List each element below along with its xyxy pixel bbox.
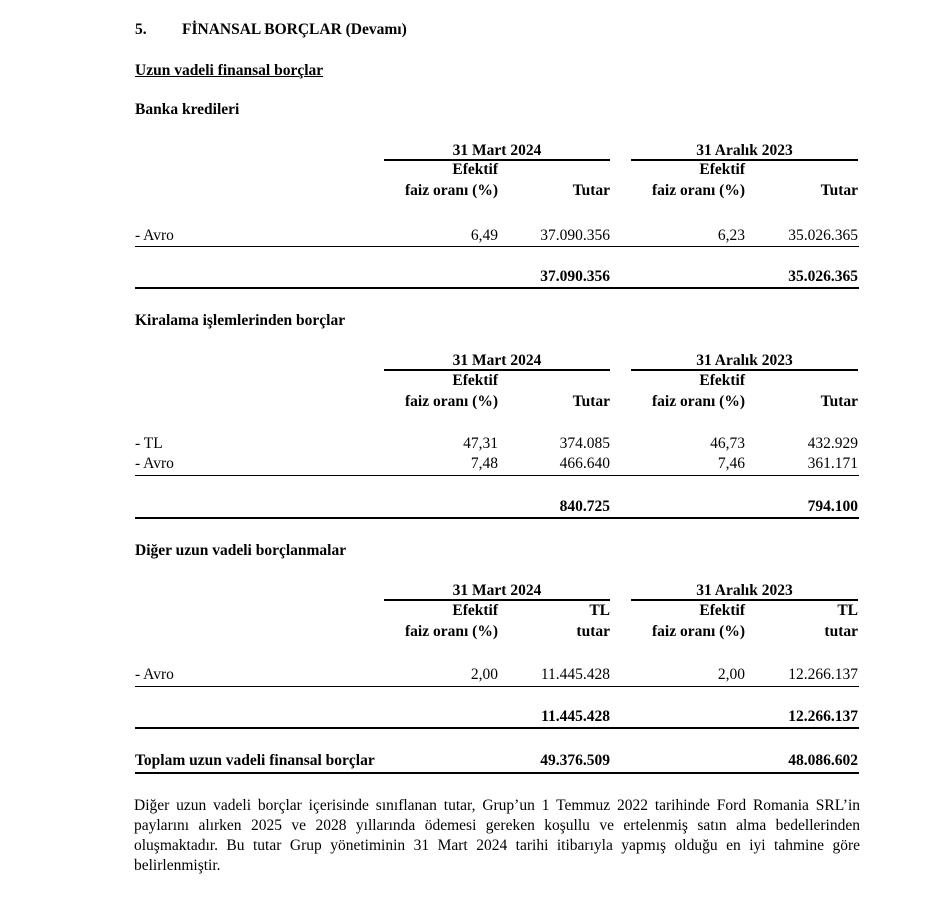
- lease-amount-header-a: Tutar: [572, 393, 610, 410]
- lease-rate-header-b-2: faiz oranı (%): [652, 393, 745, 410]
- row-amount-b: 12.266.137: [788, 666, 858, 683]
- lease-title: Kiralama işlemlerinden borçlar: [135, 312, 346, 329]
- lease-period-b: 31 Aralık 2023: [696, 352, 793, 369]
- other-rate-header-a-2: faiz oranı (%): [405, 623, 498, 640]
- bank-total-a: 37.090.356: [540, 268, 610, 285]
- other-rate-header-b-1: Efektif: [699, 602, 745, 619]
- row-label: - Avro: [135, 455, 174, 472]
- row-rate-a: 6,49: [470, 227, 498, 244]
- other-total-rule: [135, 727, 859, 729]
- row-rate-b: 7,46: [717, 455, 745, 472]
- row-amount-a: 374.085: [559, 435, 610, 452]
- lease-total-rule: [135, 517, 859, 519]
- lease-rate-header-b-1: Efektif: [699, 372, 745, 389]
- row-rate-b: 6,23: [717, 227, 745, 244]
- bank-amount-header-a: Tutar: [572, 182, 610, 199]
- bank-total-rule: [135, 287, 859, 289]
- section-title: FİNANSAL BORÇLAR (Devamı): [182, 21, 407, 38]
- other-total-a: 11.445.428: [541, 708, 610, 725]
- bank-rate-header-b-1: Efektif: [699, 161, 745, 178]
- row-label: - Avro: [135, 666, 174, 683]
- other-rate-header-a-1: Efektif: [452, 602, 498, 619]
- other-amount-header-a-1: TL: [589, 602, 610, 619]
- lease-period-a-rule: [384, 369, 610, 371]
- other-period-a: 31 Mart 2024: [452, 582, 542, 599]
- other-subtotal-rule: [135, 686, 859, 687]
- other-total-b: 12.266.137: [788, 708, 858, 725]
- grand-total-label: Toplam uzun vadeli finansal borçlar: [135, 752, 375, 769]
- row-label: - TL: [135, 435, 163, 452]
- section-number: 5.: [135, 21, 147, 38]
- lease-rate-header-a-1: Efektif: [452, 372, 498, 389]
- row-rate-a: 47,31: [463, 435, 498, 452]
- other-period-b: 31 Aralık 2023: [696, 582, 793, 599]
- lease-period-a: 31 Mart 2024: [452, 352, 542, 369]
- other-period-b-rule: [631, 599, 858, 601]
- lease-subtotal-rule: [135, 475, 859, 476]
- bank-period-b: 31 Aralık 2023: [696, 142, 793, 159]
- bank-total-b: 35.026.365: [788, 268, 858, 285]
- other-rate-header-b-2: faiz oranı (%): [652, 623, 745, 640]
- other-amount-header-b-1: TL: [837, 602, 858, 619]
- other-period-a-rule: [384, 599, 610, 601]
- bank-amount-header-b: Tutar: [820, 182, 858, 199]
- row-amount-a: 466.640: [559, 455, 610, 472]
- bank-rate-header-a-1: Efektif: [452, 161, 498, 178]
- bank-period-a: 31 Mart 2024: [452, 142, 542, 159]
- grand-total-b: 48.086.602: [788, 752, 858, 769]
- row-rate-b: 2,00: [717, 666, 745, 683]
- bank-subtotal-rule: [135, 246, 859, 247]
- bank-loans-title: Banka kredileri: [135, 101, 240, 118]
- lease-amount-header-b: Tutar: [820, 393, 858, 410]
- row-rate-a: 2,00: [470, 666, 498, 683]
- other-amount-header-a-2: tutar: [576, 623, 610, 640]
- other-amount-header-b-2: tutar: [824, 623, 858, 640]
- row-amount-a: 37.090.356: [540, 227, 610, 244]
- row-amount-b: 35.026.365: [788, 227, 858, 244]
- row-amount-b: 361.171: [807, 455, 858, 472]
- other-borrowings-title: Diğer uzun vadeli borçlanmalar: [135, 542, 347, 559]
- subsection-title: Uzun vadeli finansal borçlar: [135, 62, 324, 79]
- explanatory-note: Diğer uzun vadeli borçlar içerisinde sınıflanan tutar, Grup’un 1 Temmuz 2022 tarihinde Ford Romania SRL’in paylarını alırken 2025 ve 2028 yıllarında ödemesi gereken koşullu ve ertelenmiş satın alma bedellerinden oluşmaktadır. Bu tutar Grup yönetiminin 31 Mart 2024 tarihi itibarıyla yapmış olduğu en iyi tahmine göre belirlenmiştir.: [134, 797, 860, 874]
- row-amount-a: 11.445.428: [540, 666, 610, 683]
- grand-total-a: 49.376.509: [540, 752, 610, 769]
- row-label: - Avro: [135, 227, 174, 244]
- lease-total-a: 840.725: [559, 498, 610, 515]
- row-rate-b: 46,73: [710, 435, 745, 452]
- lease-total-b: 794.100: [807, 498, 858, 515]
- bank-rate-header-a-2: faiz oranı (%): [405, 182, 498, 199]
- row-amount-b: 432.929: [807, 435, 858, 452]
- lease-rate-header-a-2: faiz oranı (%): [405, 393, 498, 410]
- bank-rate-header-b-2: faiz oranı (%): [652, 182, 745, 199]
- row-rate-a: 7,48: [470, 455, 498, 472]
- grand-total-rule: [135, 772, 859, 774]
- lease-period-b-rule: [631, 369, 858, 371]
